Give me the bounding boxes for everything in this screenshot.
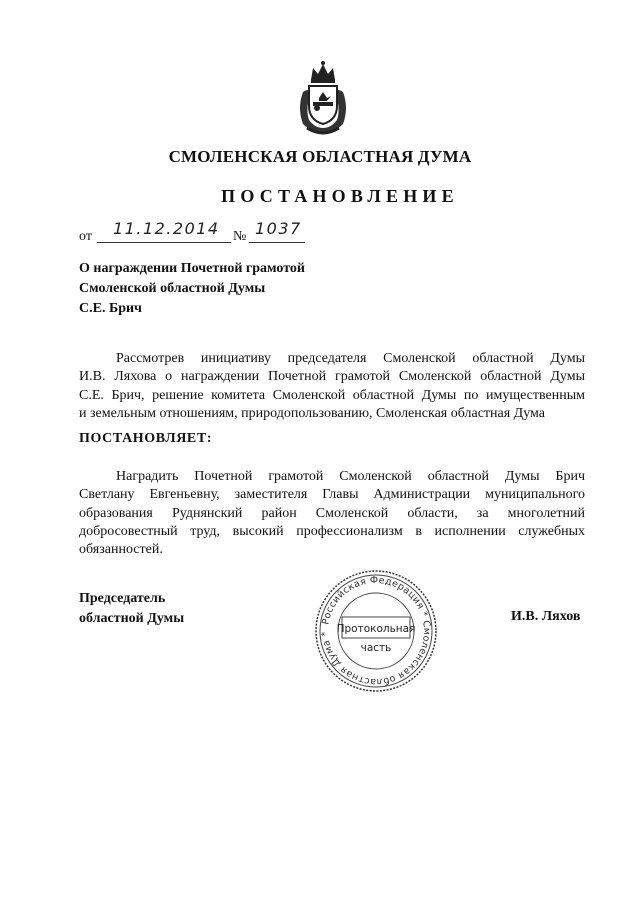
subject-line: О награждении Почетной грамотой bbox=[79, 261, 305, 276]
position-line: Председатель bbox=[79, 591, 166, 606]
date-underline bbox=[97, 242, 231, 243]
handwritten-number: 1037 bbox=[255, 219, 302, 238]
signatory-name: И.В. Ляхов bbox=[511, 609, 581, 624]
resolution-paragraph bbox=[79, 468, 585, 559]
position-line: областной Думы bbox=[79, 611, 185, 626]
preamble-paragraph bbox=[79, 350, 585, 423]
signatory-position bbox=[79, 589, 184, 629]
paragraph-line: С.Е. Брич, решение комитета Смоленской областной Думы по имущественным bbox=[79, 387, 585, 403]
paragraph-line: образования Руднянский район Смоленской области, за многолетний bbox=[79, 505, 585, 521]
subject-line: Смоленской областной Думы bbox=[79, 281, 266, 296]
coat-of-arms-emblem bbox=[293, 58, 353, 138]
paragraph-line: обязанностей. bbox=[79, 542, 163, 558]
handwritten-date: 11.12.2014 bbox=[113, 219, 220, 238]
from-label: от bbox=[79, 229, 92, 244]
organization-title: СМОЛЕНСКАЯ ОБЛАСТНАЯ ДУМА bbox=[168, 147, 472, 166]
number-underline bbox=[249, 242, 305, 243]
round-stamp bbox=[313, 568, 439, 694]
paragraph-line: и земельным отношениям, природопользованию, Смоленская областная Дума bbox=[79, 405, 546, 421]
subject-block bbox=[79, 259, 379, 319]
number-label: № bbox=[233, 229, 247, 244]
stamp-center-line-1: Протокольная bbox=[336, 623, 416, 635]
subject-line: С.Е. Брич bbox=[79, 301, 142, 316]
stamp-center-line-2: часть bbox=[360, 642, 392, 654]
paragraph-line: добросовестный труд, высокий профессионализм в исполнении служебных bbox=[79, 523, 585, 539]
resolves-heading: ПОСТАНОВЛЯЕТ: bbox=[79, 431, 213, 446]
paragraph-line: Рассмотрев инициативу председателя Смоленской областной Думы bbox=[116, 351, 585, 366]
document-type-title: ПОСТАНОВЛЕНИЕ bbox=[221, 186, 459, 206]
stamp-ring-text: Российская Федерация * Смоленская областная Дума * bbox=[319, 574, 433, 688]
paragraph-line: Светлану Евгеньевну, заместителя Главы Администрации муниципального bbox=[79, 487, 585, 503]
paragraph-line: И.В. Ляхова о награждении Почетной грамотой Смоленской областной Думы bbox=[79, 369, 585, 385]
paragraph-line: Наградить Почетной грамотой Смоленской областной Думы Брич bbox=[116, 469, 585, 484]
date-number-line bbox=[79, 219, 379, 246]
